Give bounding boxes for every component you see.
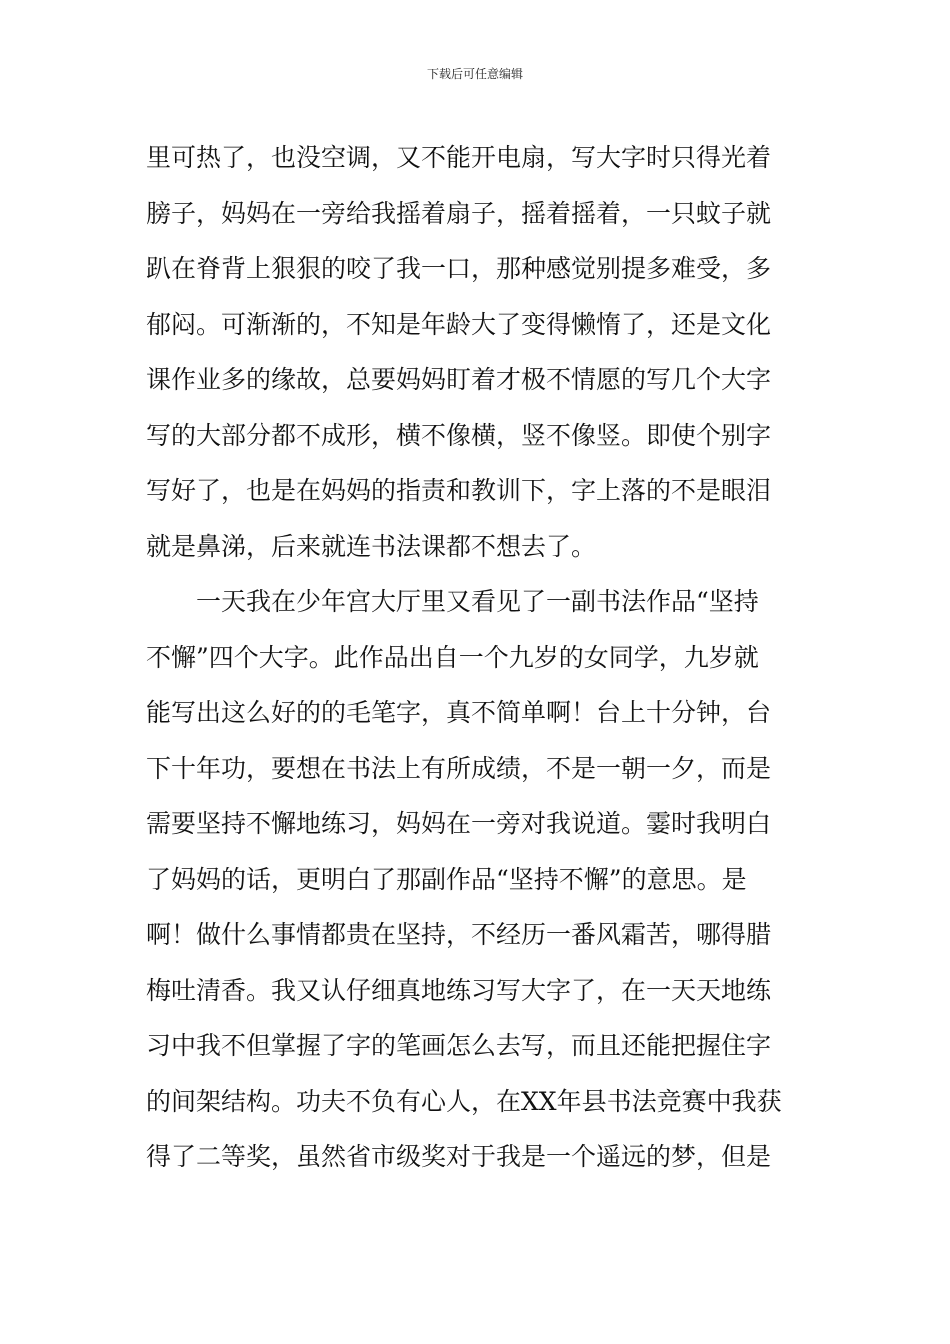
text-line: 习中我不但掌握了字的笔画怎么去写，而且还能把握住字 — [146, 1031, 772, 1060]
text-line: 梅吐清香。我又认仔细真地练习写大字了，在一天天地练 — [146, 975, 772, 1005]
page-header: 下载后可任意编辑 — [426, 67, 523, 81]
text-line: 的间架结构。功夫不负有心人，在XX年县书法竞赛中我获 — [146, 1086, 782, 1116]
text-line: 膀子，妈妈在一旁给我摇着扇子，摇着摇着，一只蚊子就 — [146, 198, 772, 228]
text-line: 了妈妈的话，更明白了那副作品“坚持不懈”的意思。是 — [146, 864, 747, 894]
text-line: 课作业多的缘故，总要妈妈盯着才极不情愿的写几个大字 — [146, 365, 772, 394]
text-line: 写的大部分都不成形，横不像横，竖不像竖。即使个别字 — [146, 420, 772, 450]
text-line: 就是鼻涕，后来就连书法课都不想去了。 — [146, 531, 597, 561]
paragraph-start-line: 一天我在少年宫大厅里又看见了一副书法作品“坚持 — [196, 587, 759, 616]
text-line: 能写出这么好的的毛笔字，真不简单啊！台上十分钟，台 — [146, 698, 772, 727]
text-line: 郁闷。可渐渐的，不知是年龄大了变得懒惰了，还是文化 — [146, 309, 772, 339]
text-line: 里可热了，也没空调，又不能开电扇，写大字时只得光着 — [146, 143, 772, 172]
text-line: 写好了，也是在妈妈的指责和教训下，字上落的不是眼泪 — [146, 476, 772, 505]
text-line: 需要坚持不懈地练习，妈妈在一旁对我说道。霎时我明白 — [146, 809, 772, 838]
text-line: 不懈”四个大字。此作品出自一个九岁的女同学，九岁就 — [146, 642, 759, 672]
text-line: 趴在脊背上狠狠的咬了我一口，那种感觉别提多难受，多 — [146, 254, 772, 283]
text-line: 啊！做什么事情都贵在坚持，不经历一番风霜苦，哪得腊 — [146, 920, 772, 949]
text-line: 下十年功，要想在书法上有所成绩，不是一朝一夕，而是 — [146, 753, 772, 783]
body-text — [146, 130, 810, 1185]
text-line: 得了二等奖，虽然省市级奖对于我是一个遥远的梦，但是 — [146, 1142, 772, 1171]
